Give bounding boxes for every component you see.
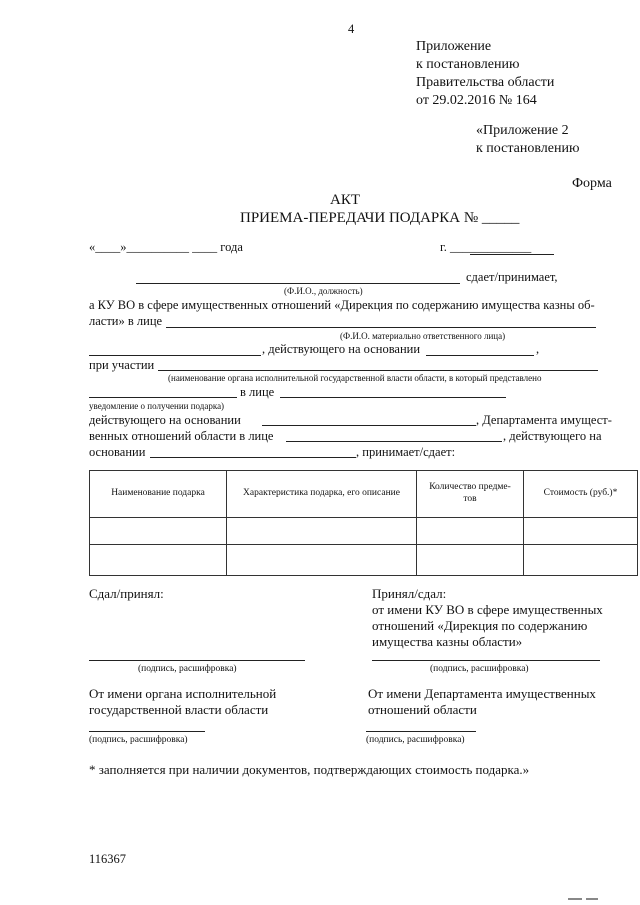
org-caption-1: (наименование органа исполнительной государственной власти области, в который представлено [168,373,542,383]
body-line-b: ласти» в лице [89,314,163,328]
table-cell[interactable] [90,545,227,576]
form-label: Форма [572,176,612,191]
right-sign-title: Принял/сдал: [372,586,447,601]
col-header-description: Характеристика подарка, его описание [227,471,417,518]
right-dept-line: отношений области [368,702,477,717]
act-subtitle: ПРИЕМА-ПЕРЕДАЧИ ПОДАРКА № _____ [240,210,520,226]
dept-line2: венных отношений области в лице [89,429,274,443]
table-header-row [90,471,638,518]
left-signature-line [89,660,305,661]
act-title: АКТ [330,192,360,208]
right-org-block [372,602,603,650]
doc-code: 116367 [89,852,127,866]
basis-line-1b [426,355,534,356]
right-org-line: отношений «Дирекция по содержанию [372,618,588,633]
handover-suffix: сдает/принимает, [466,270,558,284]
left-org-line: государственной власти области [89,702,269,717]
scan-mark [568,898,582,900]
table-cell[interactable] [524,518,638,545]
acting-basis: , действующего на основании [262,342,421,356]
table-row [90,518,638,545]
city-label: г. _____________ [440,240,532,254]
left-org-block [89,686,276,718]
table-cell[interactable] [90,518,227,545]
appendix2-block [476,122,579,158]
left-org-line: От имени органа исполнительной [89,686,277,701]
right-sign-caption: (подпись, расшифровка) [430,664,529,674]
acting-basis-2: действующего на основании [89,413,241,427]
body-line-a: а КУ ВО в сфере имущественных отношений «Дирекция по содержанию имущества казны об- [89,298,595,312]
appendix2-line: «Приложение 2 [476,123,569,138]
date-field: «____»__________ ____ года [89,240,243,254]
table-cell[interactable] [524,545,638,576]
fio-position-caption: (Ф.И.О., должность) [284,286,363,296]
basis-line-3 [150,457,356,458]
org-caption-2: уведомление о получении подарка) [89,401,225,411]
right-dept-line: От имени Департамента имущественных [368,686,596,701]
basis-label: основании [89,445,146,459]
gifts-table [89,470,638,576]
table-cell[interactable] [227,545,417,576]
col-header-name: Наименование подарка [90,471,227,518]
in-person-line-a [89,397,237,398]
appendix-line: к постановлению [416,57,520,72]
fio-responsible-caption: (Ф.И.О. материально ответственного лица) [340,331,506,341]
footnote: * заполняется при наличии документов, подтверждающих стоимость подарка.» [89,762,530,777]
left-sign-title: Сдал/принял: [89,586,164,601]
left-org-signature-line [89,731,205,732]
city-underline [470,254,554,255]
right-org-line: имущества казны области» [372,634,523,649]
table-cell[interactable] [227,518,417,545]
right-dept-sign-caption: (подпись, расшифровка) [366,735,465,745]
appendix-line: Приложение [416,39,492,54]
in-person-line-b [280,397,506,398]
participation-line [158,370,598,371]
right-org-line: от имени КУ ВО в сфере имущественных [372,602,603,617]
table-cell[interactable] [417,545,524,576]
col-header-cost: Стоимость (руб.)* [524,471,638,518]
scan-mark [586,898,598,900]
right-dept-block [368,686,596,718]
dept-fio-line [286,441,502,442]
appendix-line: от 29.02.2016 № 164 [416,93,537,108]
page-number: 4 [348,22,355,36]
left-org-sign-caption: (подпись, расшифровка) [89,735,188,745]
in-person-label: в лице [240,385,275,399]
right-signature-line [372,660,600,661]
comma: , [536,342,540,356]
appendix-line: Правительства области [416,75,555,90]
table-row [90,545,638,576]
dept-prefix: , Департамента имущест- [476,413,612,427]
responsible-fio-line [166,327,596,328]
appendix-header [416,38,554,110]
accepts-label: , принимает/сдает: [356,445,456,459]
col-header-quantity: Количество предме-тов [417,471,524,518]
with-participation: при участии [89,358,155,372]
table-cell[interactable] [417,518,524,545]
appendix2-line: к постановлению [476,141,580,156]
basis-line-2 [262,425,476,426]
basis-line-1a [89,355,261,356]
left-sign-caption: (подпись, расшифровка) [138,664,237,674]
right-dept-signature-line [366,731,476,732]
handover-fio-line [136,283,460,284]
acting-on: , действующего на [503,429,602,443]
